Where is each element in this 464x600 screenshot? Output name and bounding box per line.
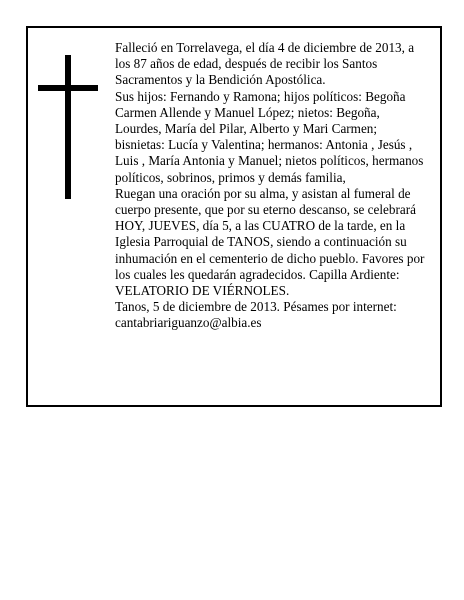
- place-date-contact-paragraph: Tanos, 5 de diciembre de 2013. Pésames por internet: cantabriariguanzo@albia.es: [115, 299, 397, 331]
- obituary-notice-frame: [26, 26, 442, 407]
- cross-vertical-bar: [65, 55, 71, 199]
- cross-horizontal-bar: [38, 85, 98, 91]
- family-list-paragraph: Sus hijos: Fernando y Ramona; hijos políticos: Begoña Carmen Allende y Manuel López; nietos: Begoña, Lourdes, María del Pilar, Alberto y Mari Carmen; bisnietas: Lucía y Valentina; hermanos: Antonia , Jesús , Luis , María Antonia y Manuel; nietos políticos, hermanos políticos, sobrinos, primos y demás familia,: [115, 88, 424, 185]
- cross-icon: [38, 55, 98, 199]
- obituary-text: [115, 40, 425, 332]
- death-announcement-paragraph: Falleció en Torrelavega, el día 4 de diciembre de 2013, a los 87 años de edad, después de recibir los Santos Sacramentos y la Bendición Apostólica.: [115, 40, 415, 88]
- funeral-details-paragraph: Ruegan una oración por su alma, y asistan al fumeral de cuerpo presente, que por su eterno descanso, se celebrará HOY, JUEVES, día 5, a las CUATRO de la tarde, en la Iglesia Parroquial de TANOS, siendo a continuación su inhumación en el cementerio de dicho pueblo. Favores por los cuales les quedarán agradecidos. Capilla Ardiente: VELATORIO DE VIÉRNOLES.: [115, 185, 425, 299]
